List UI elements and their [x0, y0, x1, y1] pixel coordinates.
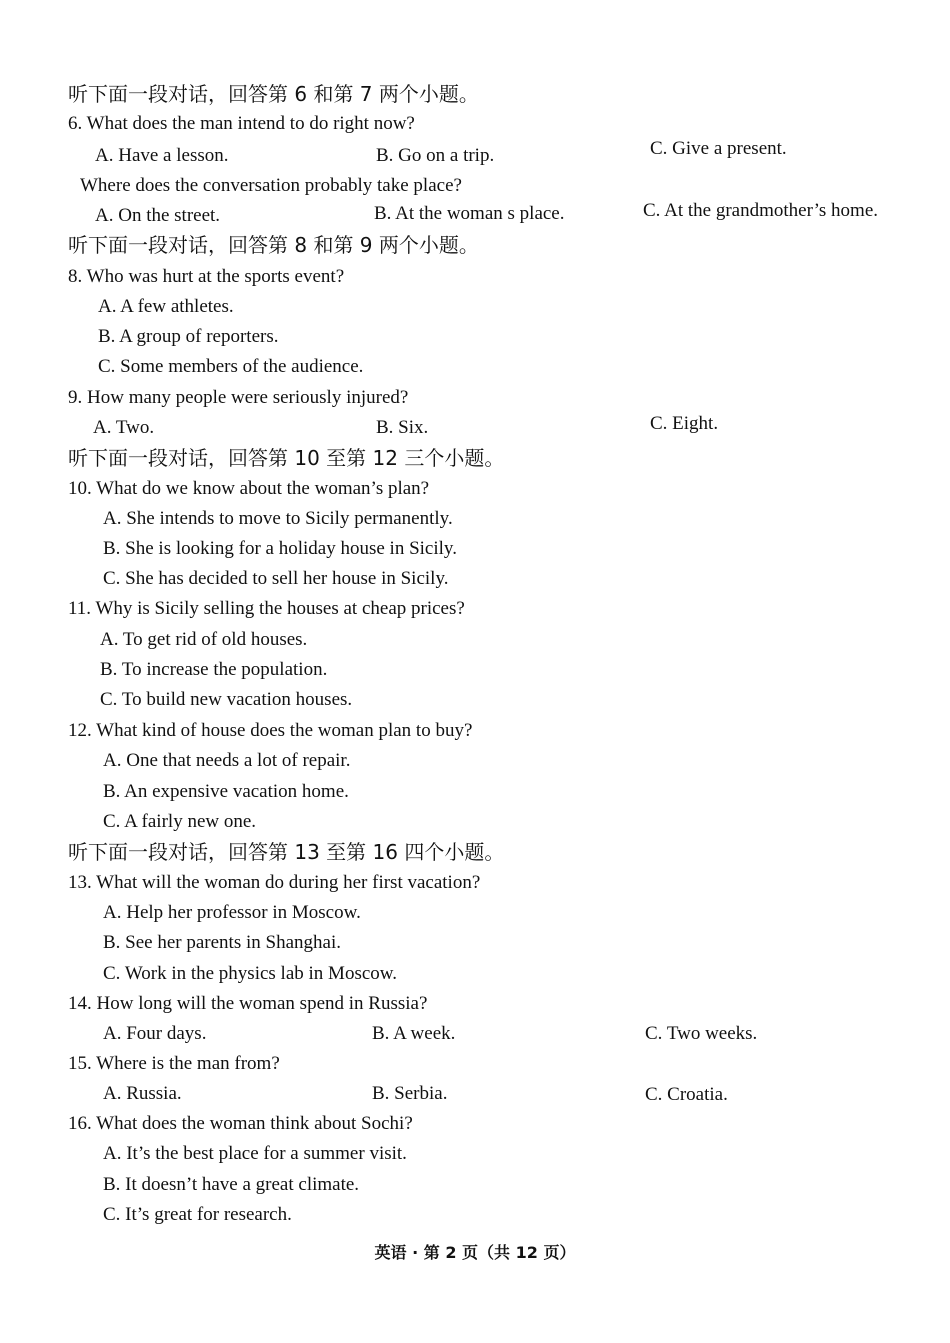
question-9-option-b: B. Six.	[376, 417, 429, 438]
question-13-stem: 13. What will the woman do during her first vacation?	[68, 872, 481, 893]
question-15-stem: 15. Where is the man from?	[68, 1053, 280, 1074]
question-10-option-b: B. She is looking for a holiday house in Sicily.	[103, 538, 457, 559]
question-12-stem: 12. What kind of house does the woman plan to buy?	[68, 720, 473, 741]
question-7-stem: Where does the conversation probably take place?	[80, 175, 462, 196]
question-14-stem: 14. How long will the woman spend in Russia?	[68, 993, 428, 1014]
question-12-option-a: A. One that needs a lot of repair.	[103, 750, 351, 771]
question-12-option-c: C. A fairly new one.	[103, 811, 257, 832]
question-6-option-a: A. Have a lesson.	[95, 145, 229, 166]
question-10-option-c: C. She has decided to sell her house in Sicily.	[103, 568, 449, 589]
section-heading-10-12: 听下面一段对话，回答第 10 至第 12 三个小题。	[68, 446, 505, 470]
page-footer: 英语 · 第 2 页（共 12 页）	[374, 1243, 576, 1262]
question-11-option-a: A. To get rid of old houses.	[100, 629, 308, 650]
question-8-option-a: A. A few athletes.	[98, 296, 234, 317]
question-16-stem: 16. What does the woman think about Sochi?	[68, 1113, 413, 1134]
question-7-option-b: B. At the woman s place.	[374, 203, 565, 224]
question-6-option-c: C. Give a present.	[650, 138, 787, 159]
question-16-option-a: A. It’s the best place for a summer visit.	[103, 1143, 407, 1164]
question-11-stem: 11. Why is Sicily selling the houses at cheap prices?	[68, 598, 465, 619]
question-9-option-a: A. Two.	[93, 417, 155, 438]
question-16-option-b: B. It doesn’t have a great climate.	[103, 1174, 360, 1195]
question-8-option-c: C. Some members of the audience.	[98, 356, 364, 377]
question-13-option-c: C. Work in the physics lab in Moscow.	[103, 963, 398, 984]
question-6-option-b: B. Go on a trip.	[376, 145, 495, 166]
question-8-stem: 8. Who was hurt at the sports event?	[68, 266, 345, 287]
section-heading-6-7: 听下面一段对话，回答第 6 和第 7 两个小题。	[68, 82, 479, 106]
question-8-option-b: B. A group of reporters.	[98, 326, 279, 347]
question-7-option-a: A. On the street.	[95, 205, 221, 226]
question-10-stem: 10. What do we know about the woman’s plan?	[68, 478, 430, 499]
question-6-stem: 6. What does the man intend to do right now?	[68, 113, 415, 134]
question-15-option-c: C. Croatia.	[645, 1084, 728, 1105]
question-11-option-c: C. To build new vacation houses.	[100, 689, 353, 710]
question-13-option-a: A. Help her professor in Moscow.	[103, 902, 361, 923]
section-heading-8-9: 听下面一段对话，回答第 8 和第 9 两个小题。	[68, 233, 479, 257]
question-14-option-c: C. Two weeks.	[645, 1023, 758, 1044]
question-9-option-c: C. Eight.	[650, 413, 719, 434]
question-14-option-a: A. Four days.	[103, 1023, 207, 1044]
question-11-option-b: B. To increase the population.	[100, 659, 328, 680]
question-15-option-a: A. Russia.	[103, 1083, 182, 1104]
question-14-option-b: B. A week.	[372, 1023, 456, 1044]
question-16-option-c: C. It’s great for research.	[103, 1204, 292, 1225]
question-12-option-b: B. An expensive vacation home.	[103, 781, 349, 802]
question-10-option-a: A. She intends to move to Sicily permanently.	[103, 508, 453, 529]
question-15-option-b: B. Serbia.	[372, 1083, 448, 1104]
question-7-option-c: C. At the grandmother’s home.	[643, 200, 879, 221]
question-13-option-b: B. See her parents in Shanghai.	[103, 932, 341, 953]
question-9-stem: 9. How many people were seriously injured?	[68, 387, 409, 408]
section-heading-13-16: 听下面一段对话，回答第 13 至第 16 四个小题。	[68, 840, 505, 864]
